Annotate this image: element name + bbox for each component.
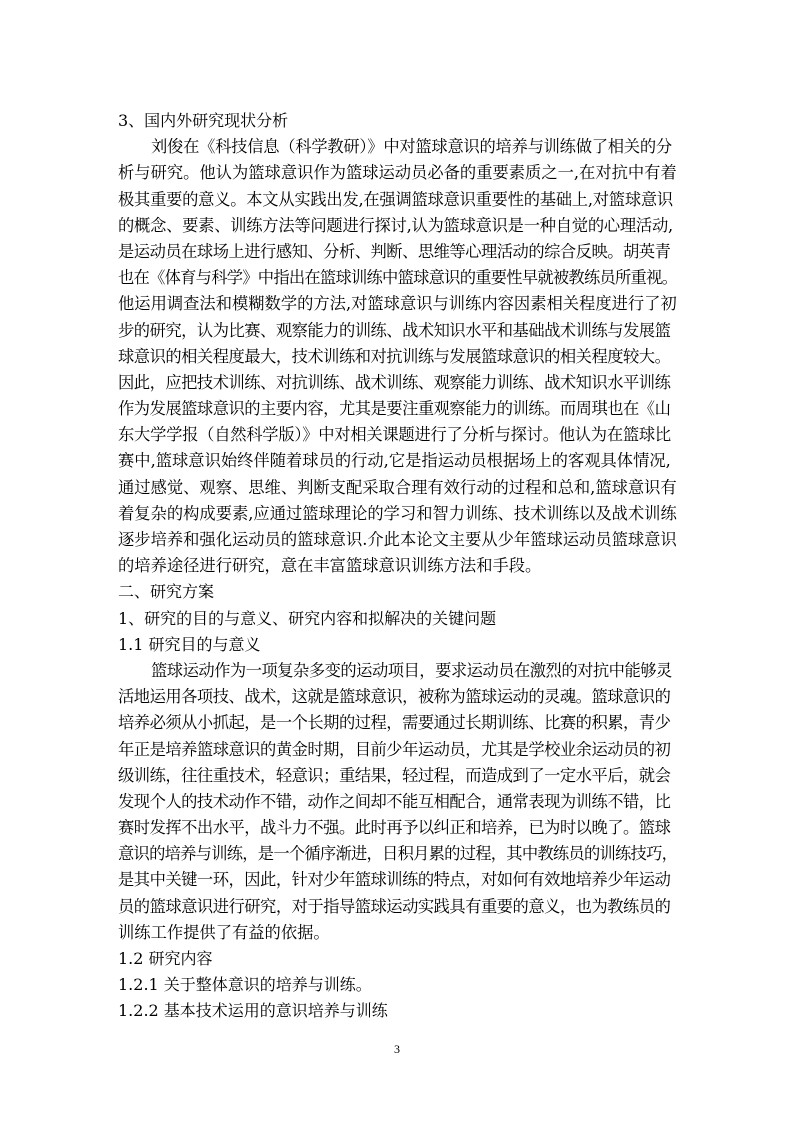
paragraph-line — [118, 475, 678, 501]
paragraph-line-text: 刘俊在《科技信息（科学教研）》中对篮球意识的培养与训练做了相关的分 — [151, 137, 672, 157]
paragraph-line-last: 训练工作提供了有益的依据。 — [118, 922, 330, 942]
paragraph-purpose-significance — [118, 658, 678, 946]
paragraph-line-text: 球意识的相关程度最大，技术训练和对抗训练与发展篮球意识的相关程度较大。 — [118, 346, 671, 366]
paragraph-line-text: 的概念、要素、训练方法等问题进行探讨,认为篮球意识是一种自觉的心理活动, — [118, 215, 673, 235]
subheading-purpose-content-problems: 1、研究的目的与意义、研究内容和拟解决的关键问题 — [118, 608, 497, 628]
paragraph-line-text: 作为发展篮球意识的主要内容，尤其是要注重观察能力的训练。而周琪也在《山 — [118, 399, 671, 419]
paragraph-line — [118, 527, 678, 553]
paragraph-line-text: 通过感觉、观察、思维、判断支配采取合理有效行动的过程和总和,篮球意识有 — [118, 477, 677, 497]
paragraph-line — [118, 239, 678, 265]
paragraph-line-text: 因此，应把技术训练、对抗训练、战术训练、观察能力训练、战术知识水平训练 — [118, 372, 671, 392]
paragraph-line — [118, 658, 678, 684]
paragraph-line-text: 逐步培养和强化运动员的篮球意识.介此本论文主要从少年篮球运动员篮球意识 — [118, 530, 677, 549]
paragraph-line-text: 也在《体育与科学》中指出在篮球训练中篮球意识的重要性早就被教练员所重视。 — [118, 268, 678, 288]
section-heading-research-status: 3、国内外研究现状分析 — [118, 111, 289, 130]
paragraph-line — [118, 396, 678, 422]
page-number: 3 — [394, 1042, 400, 1056]
paragraph-line-text: 级训练，往往重技术，轻意识；重结果，轻过程，而造成到了一定水平后，就会 — [118, 765, 671, 785]
paragraph-line — [118, 265, 678, 291]
paragraph-line — [118, 448, 678, 474]
paragraph-line-text: 员的篮球意识进行研究，对于指导篮球运动实践具有重要的意义，也为教练员的 — [118, 896, 671, 916]
paragraph-line-text: 是运动员在球场上进行感知、分析、判断、思维等心理活动的综合反映。胡英青 — [118, 241, 671, 261]
paragraph-line — [118, 684, 678, 710]
paragraph-line-text: 是其中关键一环，因此，针对少年篮球训练的特点，对如何有效地培养少年运动 — [118, 870, 671, 890]
list-item-overall-awareness: 1.2.1 关于整体意识的培养与训练。 — [118, 975, 372, 995]
paragraph-line-text: 培养必须从小抓起，是一个长期的过程，需要通过长期训练、比赛的积累，青少 — [118, 713, 671, 733]
paragraph-line-text: 赛中,篮球意识始终伴随着球员的行动,它是指运动员根据场上的客观具体情况, — [118, 451, 671, 471]
paragraph-line-text: 活地运用各项技、战术，这就是篮球意识，被称为篮球运动的灵魂。篮球意识的 — [118, 687, 671, 707]
section-heading-research-plan: 二、研究方案 — [118, 582, 215, 602]
paragraph-line — [118, 841, 678, 867]
paragraph-line-last: 的培养途径进行研究，意在丰富篮球意识训练方法和手段。 — [118, 556, 542, 576]
paragraph-line — [118, 789, 678, 815]
paragraph-line — [118, 370, 678, 396]
paragraph-line-text: 赛时发挥不出水平，战斗力不强。此时再予以纠正和培养，已为时以晚了。篮球 — [118, 818, 671, 838]
paragraph-line — [118, 710, 678, 736]
paragraph-line-text: 极其重要的意义。本文从实践出发,在强调篮球意识重要性的基础上,对篮球意识 — [118, 189, 673, 209]
paragraph-line-text: 年正是培养篮球意识的黄金时期，目前少年运动员，尤其是学校业余运动员的初 — [118, 739, 671, 759]
paragraph-line — [118, 213, 678, 239]
subheading-research-content: 1.2 研究内容 — [118, 949, 213, 968]
paragraph-line-text: 意识的培养与训练，是一个循序渐进，日积月累的过程，其中教练员的训练技巧， — [118, 844, 678, 864]
list-item-basic-technique-awareness: 1.2.2 基本技术运用的意识培养与训练 — [118, 1001, 388, 1021]
paragraph-line — [118, 737, 678, 763]
paragraph-line — [118, 187, 678, 213]
paragraph-line — [118, 501, 678, 527]
paragraph-line — [118, 763, 678, 789]
paragraph-line — [118, 344, 678, 370]
paragraph-line-text: 着复杂的构成要素,应通过篮球理论的学习和智力训练、技术训练以及战术训练 — [118, 503, 677, 523]
paragraph-line — [118, 134, 678, 160]
paragraph-line — [118, 160, 678, 186]
paragraph-line-text: 析与研究。他认为篮球意识作为篮球运动员必备的重要素质之一,在对抗中有着 — [118, 163, 677, 183]
paragraph-line-text: 东大学学报（自然科学版）》中对相关课题进行了分析与探讨。他认为在篮球比 — [118, 425, 671, 445]
paragraph-line — [118, 867, 678, 893]
paragraph-line-text: 他运用调查法和模糊数学的方法,对篮球意识与训练内容因素相关程度进行了初 — [118, 294, 677, 314]
paragraph-line-text: 篮球运动作为一项复杂多变的运动项目，要求运动员在激烈的对抗中能够灵 — [151, 660, 672, 680]
paragraph-line — [118, 318, 678, 344]
paragraph-line — [118, 815, 678, 841]
paragraph-research-status — [118, 134, 678, 579]
paragraph-line — [118, 422, 678, 448]
subheading-purpose-significance: 1.1 研究目的与意义 — [118, 634, 261, 654]
document-body — [118, 108, 678, 1025]
paragraph-line-text: 步的研究，认为比赛、观察能力的训练、战术知识水平和基础战术训练与发展篮 — [118, 320, 671, 340]
paragraph-line — [118, 291, 678, 317]
paragraph-line-text: 发现个人的技术动作不错，动作之间却不能互相配合，通常表现为训练不错，比 — [118, 791, 671, 811]
paragraph-line — [118, 894, 678, 920]
